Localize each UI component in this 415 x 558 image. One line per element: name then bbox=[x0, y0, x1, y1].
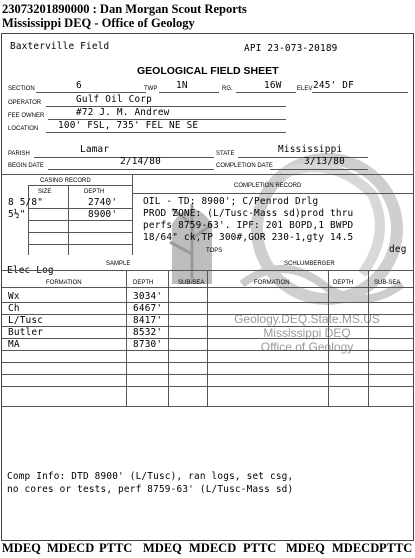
completion-date-label: COMPLETION DATE bbox=[216, 163, 273, 169]
completion-line-4: 18/64" ck,TP 300#,GOR 230-1,gty 14.5 bbox=[143, 232, 354, 243]
operator-label: OPERATOR bbox=[8, 100, 42, 106]
elev-value: 245' DF bbox=[313, 80, 354, 91]
completion-date-value: 3/13/80 bbox=[304, 156, 345, 167]
completion-line-1: OIL - TD: 8900'; C/Penrod Drlg bbox=[143, 196, 319, 207]
report-subtitle: Mississippi DEQ - Office of Geology bbox=[2, 16, 195, 30]
casing-size-header: SIZE bbox=[38, 189, 52, 195]
api-number: API 23-073-20189 bbox=[244, 43, 338, 54]
subsea-header-left: SUB-SEA bbox=[178, 280, 205, 286]
report-title: 23073201890000 : Dan Morgan Scout Reports bbox=[2, 2, 247, 16]
section-label: SECTION bbox=[8, 86, 35, 92]
footer-bar bbox=[0, 540, 415, 558]
footer-item: MDECD bbox=[47, 541, 95, 555]
parish-value: Lamar bbox=[80, 144, 110, 155]
formation-depth-3: 8417' bbox=[133, 315, 163, 326]
casing-depth-header: DEPTH bbox=[84, 189, 105, 195]
fee-owner-value: #72 J. M. Andrew bbox=[76, 107, 170, 118]
watermark-url: Geology.DEQ.State.MS.US bbox=[234, 312, 380, 326]
watermark-org: Mississippi DEQ bbox=[263, 326, 351, 340]
formation-header-left: FORMATION bbox=[46, 280, 82, 286]
comp-info-line-2: no cores or tests, perf 8759-63' (L/Tusc-Mass sd) bbox=[7, 484, 294, 495]
casing-size-1: 8 5/8" bbox=[8, 197, 44, 208]
schlumberger-header: SCHLUMBERGER bbox=[284, 261, 335, 267]
state-value: Mississippi bbox=[278, 144, 343, 155]
casing-depth-1: 2740' bbox=[88, 197, 118, 208]
footer-item: MDEQ bbox=[2, 541, 41, 555]
formation-header-right: FORMATION bbox=[254, 280, 290, 286]
footer-item: PTTC bbox=[243, 541, 277, 555]
formation-depth-1: 3034' bbox=[133, 291, 163, 302]
formation-name-4: Butler bbox=[8, 327, 44, 338]
formation-name-1: Wx bbox=[8, 291, 20, 302]
begin-date-value: 2/14/80 bbox=[120, 156, 161, 167]
tops-label: TOPS bbox=[206, 248, 223, 254]
section-value: 6 bbox=[76, 80, 82, 91]
field-sheet-card bbox=[1, 33, 414, 541]
completion-line-2: PROD ZONE: (L/Tusc-Mass sd)prod thru bbox=[143, 208, 354, 219]
comp-info-line-1: Comp Info: DTD 8900' (L/Tusc), ran logs, set csg, bbox=[7, 471, 294, 482]
completion-line-5: deg bbox=[389, 244, 407, 255]
footer-item: PTTC bbox=[379, 541, 413, 555]
completion-line-3: perfs 8759-63'. IPF: 201 BOPD,1 BWPD bbox=[143, 220, 354, 231]
sample-header: SAMPLE bbox=[106, 261, 131, 267]
operator-value: Gulf Oil Corp bbox=[76, 94, 152, 105]
field-name: Baxterville Field bbox=[10, 41, 110, 52]
begin-date-label: BEGIN DATE bbox=[8, 163, 44, 169]
watermark-office: Office of Geology bbox=[260, 340, 354, 354]
formation-depth-2: 6467' bbox=[133, 303, 163, 314]
footer-item: MDEQ bbox=[143, 541, 182, 555]
casing-record-label: CASING RECORD bbox=[40, 178, 91, 184]
sheet-title: GEOLOGICAL FIELD SHEET bbox=[137, 65, 279, 77]
subsea-header-right: SUB-SEA bbox=[374, 280, 401, 286]
location-value: 100' FSL, 735' FEL NE SE bbox=[58, 120, 199, 131]
casing-depth-2: 8900' bbox=[88, 209, 118, 220]
formation-name-3: L/Tusc bbox=[8, 315, 44, 326]
elec-log-label: Elec Log bbox=[7, 265, 54, 276]
location-label: LOCATION bbox=[8, 126, 39, 132]
fee-owner-label: FEE OWNER bbox=[8, 113, 45, 119]
formation-name-2: Ch bbox=[8, 303, 20, 314]
state-label: STATE bbox=[216, 151, 235, 157]
footer-item: MDECD bbox=[332, 541, 380, 555]
depth-header-left: DEPTH bbox=[133, 280, 154, 286]
formation-depth-4: 8532' bbox=[133, 327, 163, 338]
completion-record-label: COMPLETION RECORD bbox=[234, 183, 302, 189]
footer-item: MDECD bbox=[189, 541, 237, 555]
depth-header-right: DEPTH bbox=[333, 280, 354, 286]
twp-value: 1N bbox=[176, 80, 188, 91]
elev-label: ELEV bbox=[297, 86, 313, 92]
formation-depth-5: 8730' bbox=[133, 339, 163, 350]
twp-label: TWP bbox=[144, 86, 158, 92]
formation-name-5: MA bbox=[8, 339, 20, 350]
rg-value: 16W bbox=[264, 80, 282, 91]
footer-item: PTTC bbox=[99, 541, 133, 555]
casing-size-2: 5½" bbox=[8, 209, 26, 220]
parish-label: PARISH bbox=[8, 151, 30, 157]
rg-label: RG. bbox=[222, 86, 233, 92]
footer-item: MDEQ bbox=[286, 541, 325, 555]
